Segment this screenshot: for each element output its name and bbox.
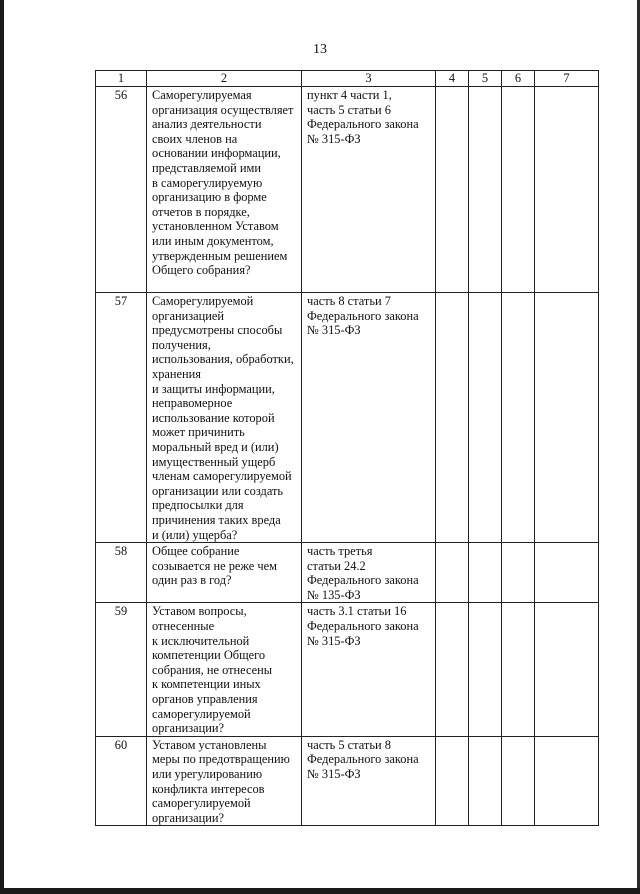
question-line: к исключительной bbox=[152, 633, 250, 648]
answer-yes-cell[interactable] bbox=[436, 87, 469, 293]
question-line: установленном Уставом bbox=[152, 219, 279, 234]
question-line: организацией bbox=[152, 308, 225, 323]
question-line: неправомерное bbox=[152, 396, 233, 411]
question-line: утвержденным решением bbox=[152, 248, 288, 263]
column-header: 5 bbox=[469, 71, 502, 87]
question-line: моральный вред и (или) bbox=[152, 439, 279, 454]
question-line: собрания, не отнесены bbox=[152, 662, 273, 677]
table-row bbox=[96, 736, 599, 826]
requirement-question bbox=[147, 603, 302, 736]
column-header: 4 bbox=[436, 71, 469, 87]
question-line: может причинить bbox=[152, 425, 245, 440]
question-line: представляемой ими bbox=[152, 160, 261, 175]
question-line: организации? bbox=[152, 810, 225, 825]
question-line: Саморегулируемой bbox=[152, 294, 254, 308]
note-cell[interactable] bbox=[535, 293, 599, 543]
note-cell[interactable] bbox=[535, 736, 599, 826]
answer-no-cell[interactable] bbox=[469, 603, 502, 736]
legal-reference bbox=[302, 736, 436, 826]
question-line: хранения bbox=[152, 366, 201, 381]
question-line: отнесенные bbox=[152, 619, 215, 634]
question-line: организацию в форме bbox=[152, 190, 267, 205]
answer-yes-cell[interactable] bbox=[436, 603, 469, 736]
question-line: предусмотрены способы bbox=[152, 323, 283, 338]
table-row bbox=[96, 543, 599, 603]
question-line: причинения таких вреда bbox=[152, 512, 281, 527]
answer-na-cell[interactable] bbox=[502, 87, 535, 293]
checklist-table bbox=[95, 70, 599, 826]
row-number: 57 bbox=[96, 293, 147, 543]
answer-no-cell[interactable] bbox=[469, 736, 502, 826]
question-line: получения, bbox=[152, 337, 211, 352]
reference-line: Федерального закона bbox=[307, 573, 419, 588]
answer-na-cell[interactable] bbox=[502, 543, 535, 603]
question-line: анализ деятельности bbox=[152, 117, 262, 132]
note-cell[interactable] bbox=[535, 603, 599, 736]
legal-reference bbox=[302, 87, 436, 293]
question-line: Саморегулируемая bbox=[152, 88, 252, 102]
table-row bbox=[96, 293, 599, 543]
legal-reference bbox=[302, 293, 436, 543]
question-line: использования, обработки, bbox=[152, 352, 294, 367]
question-line: организации или создать bbox=[152, 483, 284, 498]
answer-no-cell[interactable] bbox=[469, 543, 502, 603]
question-line: и защиты информации, bbox=[152, 381, 275, 396]
question-line: членам саморегулируемой bbox=[152, 469, 292, 484]
question-line: имущественный ущерб bbox=[152, 454, 276, 469]
reference-line: Федерального закона bbox=[307, 308, 419, 323]
question-line: своих членов на bbox=[152, 131, 238, 146]
column-header: 6 bbox=[502, 71, 535, 87]
reference-line: Федерального закона bbox=[307, 752, 419, 767]
question-line: организация осуществляет bbox=[152, 102, 294, 117]
reference-line: часть 5 статьи 8 bbox=[307, 737, 391, 752]
question-line: предпосылки для bbox=[152, 498, 244, 513]
row-number: 58 bbox=[96, 543, 147, 603]
note-cell[interactable] bbox=[535, 87, 599, 293]
reference-line: пункт 4 части 1, bbox=[307, 88, 392, 102]
question-line: Уставом установлены bbox=[152, 737, 267, 752]
table-body bbox=[96, 87, 599, 826]
question-line: или иным документом, bbox=[152, 233, 274, 248]
legal-reference bbox=[302, 603, 436, 736]
question-line: и (или) ущерба? bbox=[152, 527, 238, 542]
note-cell[interactable] bbox=[535, 543, 599, 603]
answer-na-cell[interactable] bbox=[502, 603, 535, 736]
answer-yes-cell[interactable] bbox=[436, 736, 469, 826]
question-line: отчетов в порядке, bbox=[152, 204, 250, 219]
question-line: Уставом вопросы, bbox=[152, 604, 247, 619]
question-line: конфликта интересов bbox=[152, 781, 265, 796]
question-line: меры по предотвращению bbox=[152, 752, 290, 767]
column-header: 1 bbox=[96, 71, 147, 87]
table-row bbox=[96, 87, 599, 293]
question-line: компетенции Общего bbox=[152, 648, 266, 663]
answer-na-cell[interactable] bbox=[502, 293, 535, 543]
reference-line: № 315-ФЗ bbox=[307, 633, 361, 648]
question-line: организации? bbox=[152, 721, 225, 736]
requirement-question bbox=[147, 543, 302, 603]
table-row bbox=[96, 603, 599, 736]
question-line: в саморегулируемую bbox=[152, 175, 263, 190]
question-line: созывается не реже чем bbox=[152, 558, 277, 573]
column-header: 2 bbox=[147, 71, 302, 87]
table-header-row bbox=[96, 71, 599, 87]
question-line: Общего собрания? bbox=[152, 263, 251, 278]
page-number: 13 bbox=[313, 42, 327, 57]
answer-yes-cell[interactable] bbox=[436, 293, 469, 543]
reference-line: часть 8 статьи 7 bbox=[307, 294, 391, 308]
reference-line: № 315-ФЗ bbox=[307, 323, 361, 338]
row-number: 59 bbox=[96, 603, 147, 736]
requirement-question bbox=[147, 293, 302, 543]
row-number: 56 bbox=[96, 87, 147, 293]
requirement-question bbox=[147, 736, 302, 826]
question-line: использование которой bbox=[152, 410, 275, 425]
scan-edge-left bbox=[0, 0, 4, 894]
answer-no-cell[interactable] bbox=[469, 87, 502, 293]
reference-line: Федерального закона bbox=[307, 619, 419, 634]
question-line: саморегулируемой bbox=[152, 796, 251, 811]
reference-line: Федерального закона bbox=[307, 117, 419, 132]
reference-line: часть 5 статьи 6 bbox=[307, 102, 391, 117]
question-line: саморегулируемой bbox=[152, 706, 251, 721]
question-line: основании информации, bbox=[152, 146, 281, 161]
column-header: 7 bbox=[535, 71, 599, 87]
reference-line: статьи 24.2 bbox=[307, 558, 366, 573]
question-line: Общее собрание bbox=[152, 544, 240, 559]
answer-na-cell[interactable] bbox=[502, 736, 535, 826]
reference-line: часть третья bbox=[307, 544, 373, 559]
reference-line: № 315-ФЗ bbox=[307, 131, 361, 146]
question-line: органов управления bbox=[152, 692, 258, 707]
reference-line: № 135-ФЗ bbox=[307, 587, 361, 602]
row-number: 60 bbox=[96, 736, 147, 826]
question-line: к компетенции иных bbox=[152, 677, 261, 692]
answer-yes-cell[interactable] bbox=[436, 543, 469, 603]
reference-line: № 315-ФЗ bbox=[307, 767, 361, 781]
scan-edge-bottom bbox=[0, 888, 640, 894]
question-line: один раз в год? bbox=[152, 573, 232, 588]
question-line: или урегулированию bbox=[152, 767, 263, 781]
column-header: 3 bbox=[302, 71, 436, 87]
reference-line: часть 3.1 статьи 16 bbox=[307, 604, 407, 619]
requirement-question bbox=[147, 87, 302, 293]
answer-no-cell[interactable] bbox=[469, 293, 502, 543]
legal-reference bbox=[302, 543, 436, 603]
